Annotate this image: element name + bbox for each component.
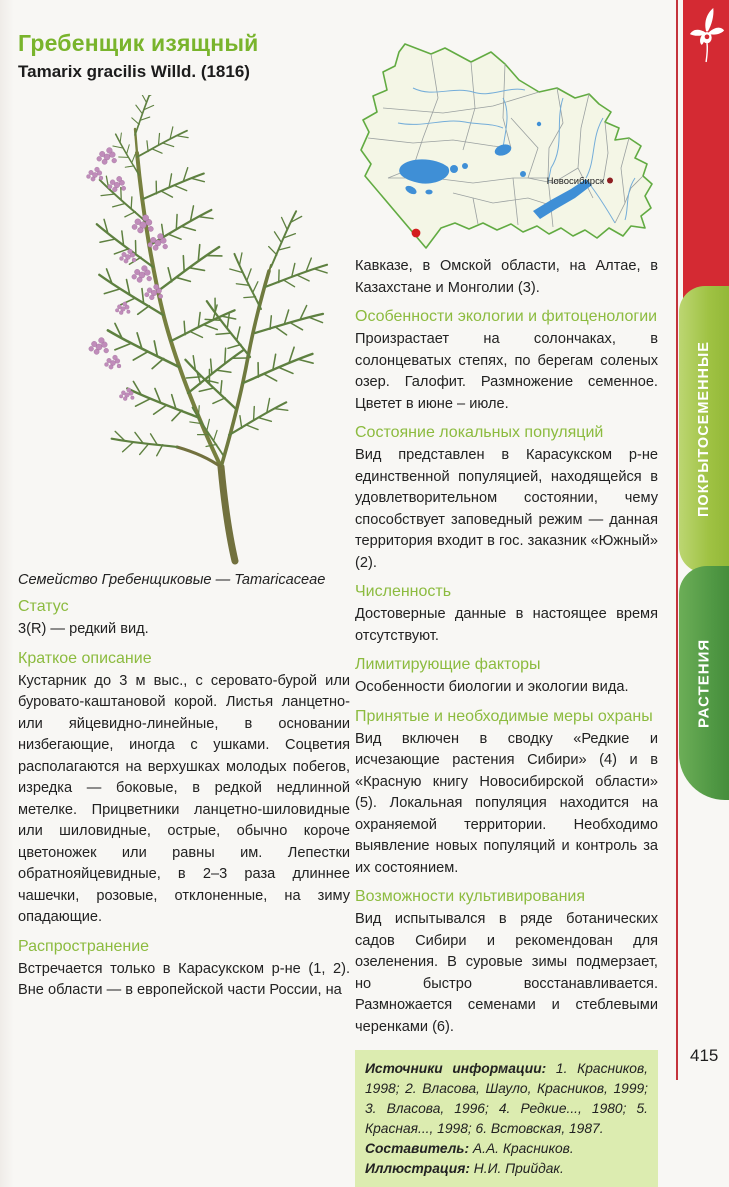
description-text: Кустарник до 3 м выс., с серовато-бурой или буровато-каштановой корой. Листья ланцетно- или яйцевидно-линейные, в основании низбегающие, иногда с ушками. Соцветия располагаются на верхушках молодых побегов, изредка — боковые, в редкой недлинной метелке. Прицветники ланцетно-шиловидные или шиловидные, острые, обычно короче цветоножек или равны им. Лепестки обратнояйцевидные, в 2–3 раза длиннее чашечки, розовые, отклоненные, на зиму опадающие. [18, 672, 350, 925]
cultivation-text: Вид испытывался в ряде ботанических садов Сибири и рекомендован для озеленения. В суровые зимы подмерзает, но быстро восстанавливается. Размножается семенами и стеблевыми черенками (6). [355, 911, 658, 1035]
compiler-line [365, 1139, 648, 1159]
sidebar-red-rule [676, 0, 678, 1080]
section-heading-description: Краткое описание [18, 649, 152, 667]
illustrator-label: Иллюстрация: [365, 1161, 470, 1176]
range-map [353, 28, 660, 261]
compiler-label: Составитель: [365, 1141, 470, 1156]
section-heading-populations: Состояние локальных популяций [355, 424, 604, 441]
orchid-flower-icon [689, 5, 725, 65]
section-heading-abundance: Численность [355, 583, 452, 600]
ecology-text: Произрастает на солончаках, в солонцеватых степях, по берегам соленых озер. Галофит. Размножение семенное. Цветет в июне – июле. [355, 331, 658, 412]
map-svg [353, 28, 660, 256]
sidebar-band-plants [679, 566, 729, 800]
map-city-label: Новосибирск [546, 176, 604, 187]
plant-illustration [25, 95, 350, 572]
city-dot [607, 178, 613, 184]
page-number: 415 [690, 1046, 719, 1065]
illustrator-line [365, 1159, 648, 1179]
sidebar-band-angiosperms [679, 286, 729, 573]
section-heading-status: Статус [18, 598, 69, 615]
plant-foliage [87, 95, 330, 460]
sidebar-red-band [683, 0, 729, 300]
compiler-text: А.А. Красников. [469, 1141, 574, 1156]
section-heading-cultivation: Возможности культивирования [355, 888, 585, 905]
limiting-factors-text: Особенности биологии и экологии вида. [355, 679, 629, 695]
section-heading-distribution: Распространение [18, 937, 150, 955]
sidebar-label-plants: РАСТЕНИЯ [695, 638, 713, 728]
family-line: Семейство Гребенщиковые — Tamaricaceae [18, 572, 326, 588]
right-column [355, 256, 658, 1187]
sources-text: 1. Красников, 1998; 2. Власова, Шауло, Красников, 1999; 3. Власова, 1996; 4. Редкие..., 1980; 5. Красная..., 1998; 6. Встовская, 1987. [365, 1061, 648, 1136]
section-heading-protection: Принятые и необходимые меры охраны [355, 707, 653, 725]
sources-line [365, 1059, 648, 1139]
plant-svg [25, 95, 350, 567]
distribution-continuation: Кавказе, в Омской области, на Алтае, в Казахстане и Монголии (3). [355, 258, 658, 296]
latin-name: Tamarix gracilis Willd. (1816) [18, 62, 250, 81]
page-title: Гребенщик изящный [18, 30, 259, 56]
populations-text: Вид представлен в Карасукском р-не единственной популяцией, находящейся в удовлетворительном состоянии, чему способствует заповедный режим — данная территория входит в гос. заказник «Южный» (2). [355, 447, 658, 571]
status-text: 3(R) — редкий вид. [18, 621, 149, 637]
sources-label: Источники информации: [365, 1061, 547, 1076]
illustrator-text: Н.И. Прийдак. [469, 1161, 564, 1176]
distribution-text: Встречается только в Карасукском р-не (1, 2). Вне области — в европейской части России, на [18, 960, 350, 998]
section-heading-limiting-factors: Лимитирующие факторы [355, 656, 541, 673]
protection-text: Вид включен в сводку «Редкие и исчезающие растения Сибири» (4) и в «Красную книгу Новосибирской области» (5). Локальная популяция находится на охраняемой территории. Необходимо выявление новых популяций и контроль за их состоянием. [355, 730, 658, 876]
sidebar-label-angiosperms: ПОКРЫТОСЕМЕННЫЕ [696, 341, 712, 518]
left-column [18, 572, 350, 1004]
abundance-text: Достоверные данные в настоящее время отсутствуют. [355, 606, 658, 644]
species-location-dot [412, 229, 421, 238]
sources-block [355, 1050, 658, 1187]
title-block [18, 30, 348, 82]
section-heading-ecology: Особенности экологии и фитоценологии [355, 308, 658, 325]
